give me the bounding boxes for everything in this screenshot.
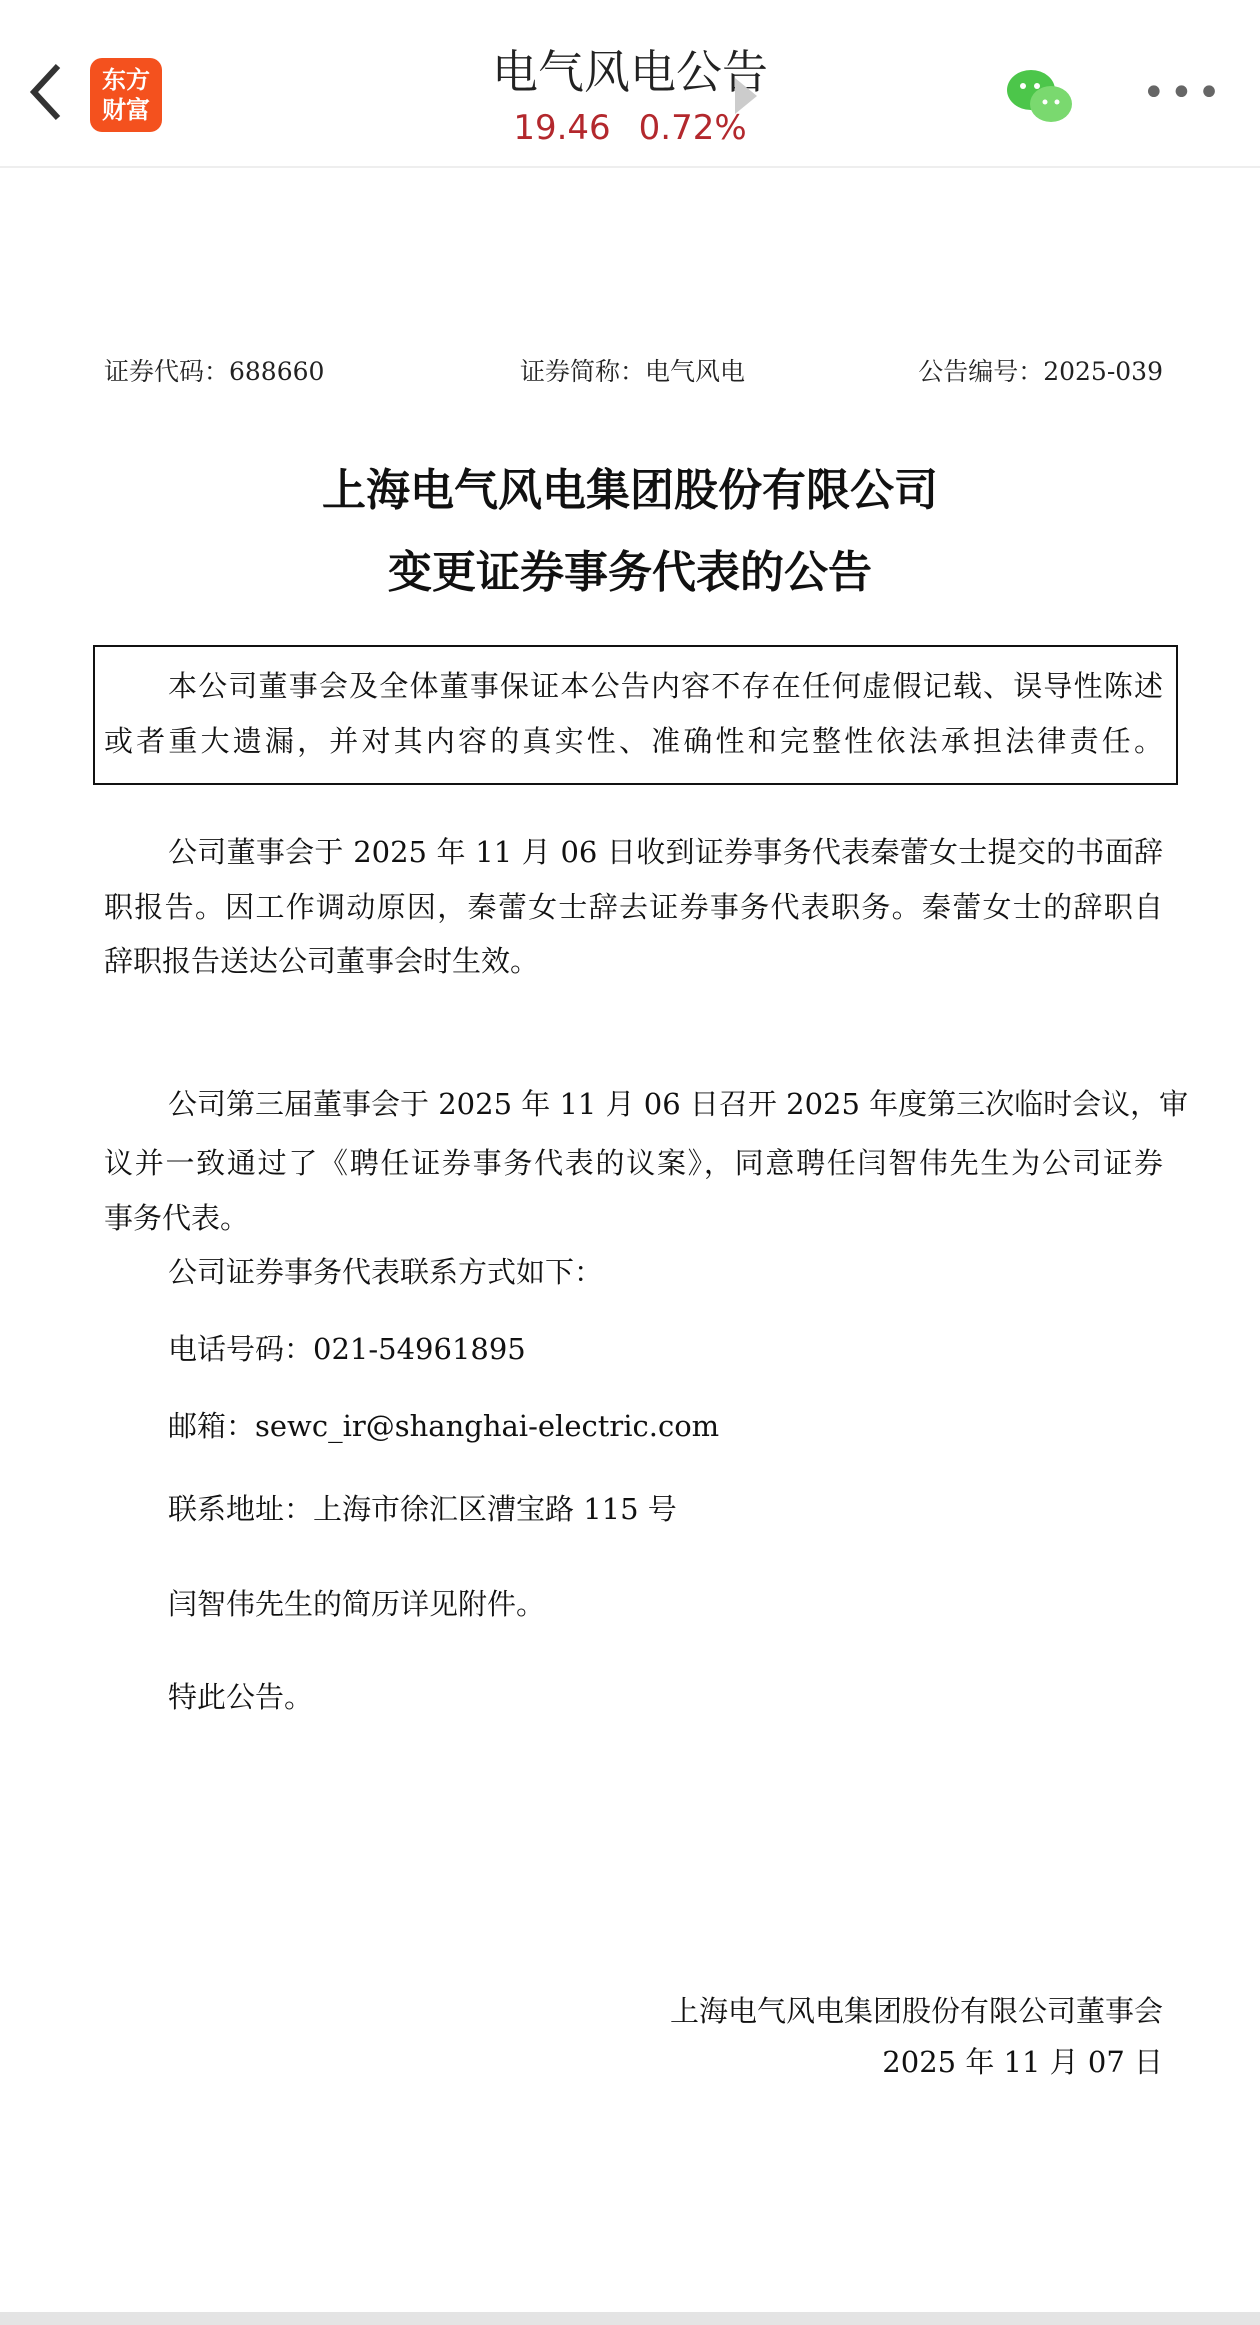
security-short-name: 证券简称：电气风电 <box>520 357 746 386</box>
announcement-number: 公告编号：2025-039 <box>918 357 1163 386</box>
wechat-share-icon[interactable] <box>1005 66 1075 126</box>
contact-email: 邮箱：sewc_ir@shanghai-electric.com <box>168 1409 720 1443</box>
disclaimer-line: 或者重大遗漏，并对其内容的真实性、准确性和完整性依法承担法律责任。 <box>104 724 1163 758</box>
disclaimer-line: 本公司董事会及全体董事保证本公告内容不存在任何虚假记载、误导性陈述 <box>168 669 1163 703</box>
app-logo[interactable]: 东方 财富 <box>90 58 162 132</box>
paragraph-line: 辞职报告送达公司董事会时生效。 <box>104 944 540 978</box>
security-code: 证券代码：688660 <box>104 357 325 386</box>
stock-price: 19.46 <box>513 108 611 148</box>
resume-note: 闫智伟先生的简历详见附件。 <box>168 1587 546 1621</box>
paragraph-line: 公司董事会于 2025 年 11 月 06 日收到证券事务代表秦蕾女士提交的书面辞 <box>168 835 1163 869</box>
stock-change: 0.72% <box>638 108 747 148</box>
page-title: 电气风电公告 <box>492 45 768 99</box>
paragraph-line: 职报告。因工作调动原因，秦蕾女士辞去证券事务代表职务。秦蕾女士的辞职自 <box>104 890 1163 924</box>
doc-title-company: 上海电气风电集团股份有限公司 <box>322 465 938 516</box>
signature-date: 2025 年 11 月 07 日 <box>882 2045 1163 2079</box>
doc-title-subject: 变更证券事务代表的公告 <box>388 547 872 598</box>
contact-intro: 公司证券事务代表联系方式如下： <box>168 1255 604 1289</box>
closing-text: 特此公告。 <box>168 1680 314 1714</box>
bottom-bar <box>0 2312 1260 2325</box>
paragraph-line: 议并一致通过了《聘任证券事务代表的议案》，同意聘任闫智伟先生为公司证券 <box>104 1146 1163 1180</box>
paragraph-line: 事务代表。 <box>104 1201 250 1235</box>
paragraph-line: 公司第三届董事会于 2025 年 11 月 06 日召开 2025 年度第三次临时会议，审 <box>168 1087 1189 1121</box>
more-options-icon[interactable]: ••• <box>1142 70 1225 116</box>
signature: 上海电气风电集团股份有限公司董事会 <box>669 1994 1163 2028</box>
contact-address: 联系地址：上海市徐汇区漕宝路 115 号 <box>168 1492 677 1526</box>
contact-phone: 电话号码：021-54961895 <box>168 1332 526 1366</box>
top-bar <box>0 0 1260 168</box>
